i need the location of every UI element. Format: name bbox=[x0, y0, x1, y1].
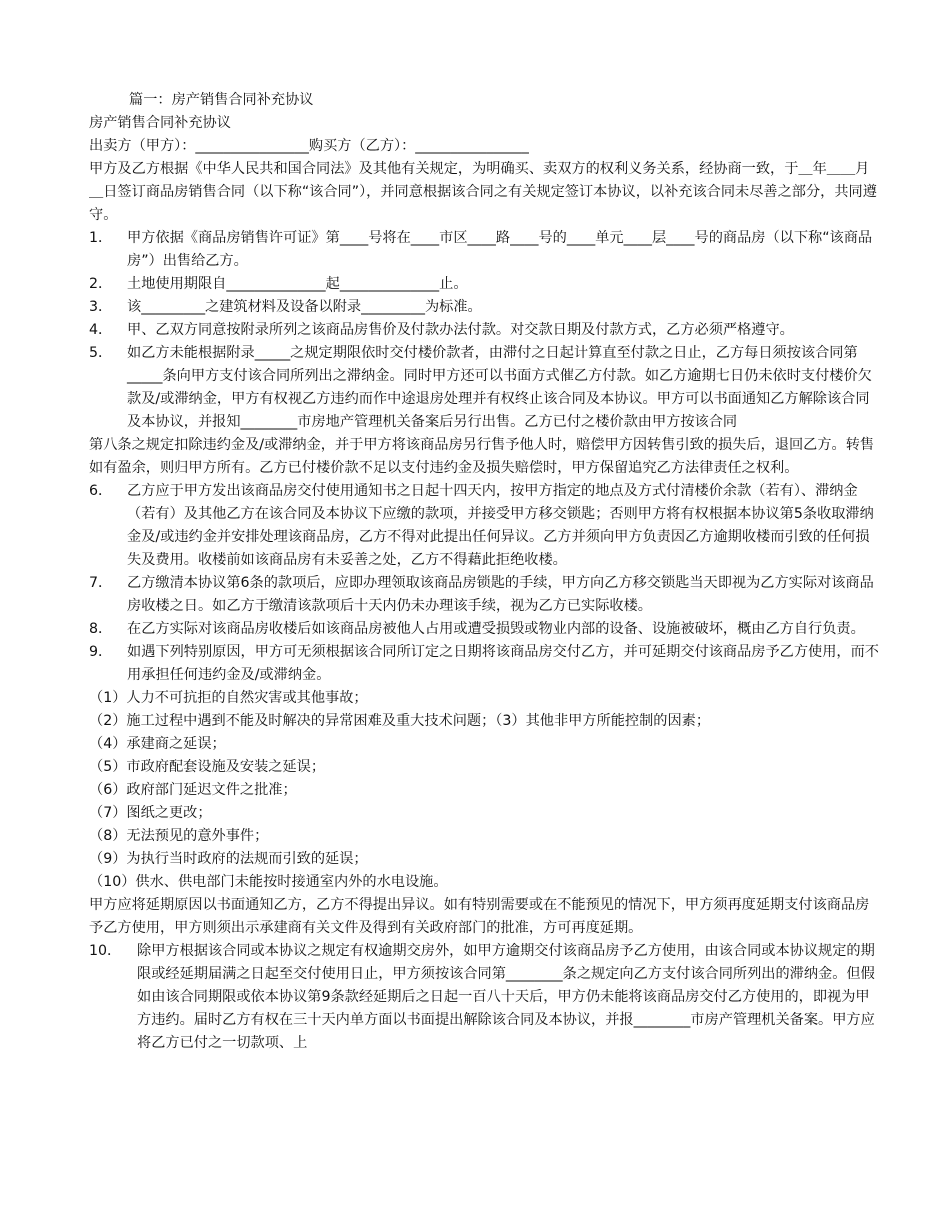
clause-text: 乙方应于甲方发出该商品房交付使用通知书之日起十四天内，按甲方指定的地点及方式付清楼价余款（若有）、滞纳金（若有）及其他乙方在该合同及本协议下应缴的款项，并接受甲方移交锁匙；否则甲方将有权根据本协议第5条收取滞纳金及/或违约金并安排处理该商品房，乙方不得对此提出任何异议。乙方并须向甲方负责因乙方逾期收楼而引致的任何损失及费用。收楼前如该商品房有未妥善之处，乙方不得藉此拒绝收楼。 bbox=[127, 483, 874, 568]
clause-text: 甲、乙双方同意按附录所列之该商品房售价及付款办法付款。对交款日期及付款方式，乙方必须严格遵守。 bbox=[127, 322, 794, 338]
clause-8-reference-paragraph: 第八条之规定扣除违约金及/或滞纳金，并于甲方将该商品房另行售予他人时，赔偿甲方因转售引致的损失后，退回乙方。转售如有盈余，则归甲方所有。乙方已付楼价款不足以支付违约金及损失赔偿时，甲方保留追究乙方法律责任之权利。 bbox=[89, 437, 875, 476]
parties-line: 出卖方（甲方）：________________购买方（乙方）：________________ bbox=[89, 138, 529, 154]
clause-number: 5． bbox=[89, 345, 113, 361]
document-subtitle: 房产销售合同补充协议 bbox=[89, 115, 231, 131]
clause-number: 10． bbox=[89, 943, 122, 959]
clause-number: 8． bbox=[89, 621, 113, 637]
clause-text: 如乙方未能根据附录_____之规定期限依时交付楼价款者，由滞付之日起计算直至付款之日止，乙方每日须按该合同第_____条向甲方支付该合同所列出之滞纳金。同时甲方还可以书面方式催乙方付款。如乙方逾期七日仍未依时支付楼价欠款及/或滞纳金，甲方有权视乙方违约而作中途退房处理并有权终止该合同及本协议。甲方可以书面通知乙方解除该合同及本协议，并报知________市房地产管理机关备案后另行出售。乙方已付之楼价款由甲方按该合同 bbox=[127, 345, 872, 430]
reason-item: （7）图纸之更改； bbox=[89, 805, 212, 821]
clause-6 bbox=[89, 480, 880, 572]
clause-1 bbox=[89, 227, 880, 273]
reason-item: （8）无法预见的意外事件； bbox=[89, 828, 269, 844]
clause-number: 2． bbox=[89, 276, 113, 292]
clause-number: 3． bbox=[89, 299, 113, 315]
clause-2 bbox=[89, 273, 880, 296]
clause-number: 4． bbox=[89, 322, 113, 338]
clause-8 bbox=[89, 618, 880, 641]
clause-3 bbox=[89, 296, 880, 319]
clause-number: 1． bbox=[89, 230, 113, 246]
clause-number: 6． bbox=[89, 483, 113, 499]
reason-item: （1）人力不可抗拒的自然灾害或其他事故； bbox=[89, 690, 368, 706]
clause-number: 7． bbox=[89, 575, 113, 591]
delay-notice-paragraph: 甲方应将延期原因以书面通知乙方，乙方不得提出异议。如有特别需要或在不能预见的情况下，甲方须再度延期支付该商品房予乙方使用，甲方则须出示承建商有关文件及得到有关政府部门的批准，方可再度延期。 bbox=[89, 897, 870, 936]
clause-text: 在乙方实际对该商品房收楼后如该商品房被他人占用或遭受损毁或物业内部的设备、设施被破坏，概由乙方自行负责。 bbox=[127, 621, 865, 637]
clause-text: 土地使用期限自______________起______________止。 bbox=[127, 276, 468, 292]
clause-text: 如遇下列特别原因，甲方可无须根据该合同所订定之日期将该商品房交付乙方，并可延期交付该商品房予乙方使用，而不用承担任何违约金及/或滞纳金。 bbox=[127, 644, 879, 683]
clause-9 bbox=[89, 641, 880, 687]
reason-item: （4）承建商之延误； bbox=[89, 736, 226, 752]
clause-text: 除甲方根据该合同或本协议之规定有权逾期交房外，如甲方逾期交付该商品房予乙方使用，由该合同或本协议规定的期限或经延期届满之日起至交付使用日止，甲方须按该合同第________条之规定向乙方支付该合同所列出的滞纳金。但假如由该合同期限或依本协议第9条款经延期后之日起一百八十天后，甲方仍未能将该商品房交付乙方使用的，即视为甲方违约。届时乙方有权在三十天内单方面以书面提出解除该合同及本协议，并报________市房产管理机关备案。甲方应将乙方已付之一切款项、上 bbox=[137, 943, 875, 1051]
clause-5 bbox=[89, 342, 880, 434]
clause-10 bbox=[89, 940, 880, 1055]
preamble-paragraph: 甲方及乙方根据《中华人民共和国合同法》及其他有关规定，为明确买、卖双方的权利义务关系，经协商一致，于＿年＿＿月＿日签订商品房销售合同（以下称“该合同”），并同意根据该合同之有关规定签订本协议，以补充该合同未尽善之部分，共同遵守。 bbox=[89, 161, 877, 223]
reason-item: （5）市政府配套设施及安装之延误； bbox=[89, 759, 326, 775]
reason-item: （10）供水、供电部门未能按时接通室内外的水电设施。 bbox=[89, 874, 448, 890]
document-heading: 篇一：房产销售合同补充协议 bbox=[129, 92, 314, 108]
reason-item: （6）政府部门延迟文件之批准； bbox=[89, 782, 297, 798]
clause-text: 该_________之建筑材料及设备以附录_________为标准。 bbox=[127, 299, 482, 315]
reason-item: （2）施工过程中遇到不能及时解决的异常困难及重大技术问题；（3）其他非甲方所能控制的因素； bbox=[89, 713, 711, 729]
clause-text: 乙方缴清本协议第6条的款项后，应即办理领取该商品房锁匙的手续，甲方向乙方移交锁匙当天即视为乙方实际对该商品房收楼之日。如乙方于缴清该款项后十天内仍未办理该手续，视为乙方已实际收楼。 bbox=[127, 575, 874, 614]
clause-text: 甲方依据《商品房销售许可证》第____号将在____市区____路____号的____单元____层____号的商品房（以下称“该商品房”）出售给乙方。 bbox=[127, 230, 873, 269]
clause-7 bbox=[89, 572, 880, 618]
clause-number: 9． bbox=[89, 644, 113, 660]
clause-4 bbox=[89, 319, 880, 342]
reason-item: （9）为执行当时政府的法规而引致的延误； bbox=[89, 851, 368, 867]
